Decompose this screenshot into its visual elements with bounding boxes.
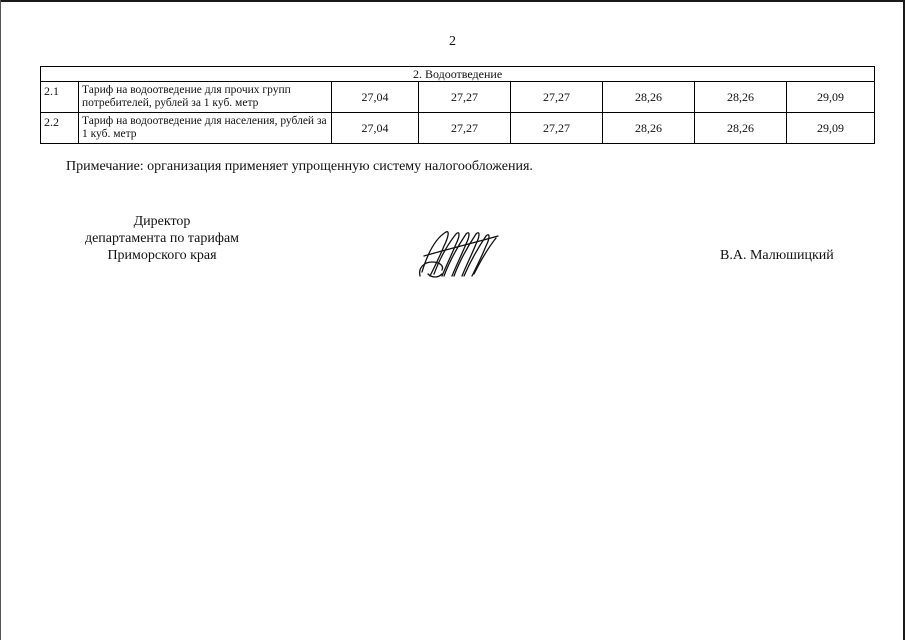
section-header-row xyxy=(41,67,875,82)
signer-name: В.А. Малюшицкий xyxy=(720,248,834,263)
tariff-value: 28,26 xyxy=(695,82,787,113)
page-number: 2 xyxy=(449,34,456,49)
tax-note: Примечание: организация применяет упрощенную систему налогообложения. xyxy=(66,159,533,174)
tariff-value: 27,27 xyxy=(419,113,511,144)
row-number: 2.1 xyxy=(41,82,79,113)
scan-edge-top xyxy=(0,0,905,2)
section-title: 2. Водоотведение xyxy=(41,67,875,82)
tariff-value: 27,04 xyxy=(332,113,419,144)
signatory-title-line: Приморского края xyxy=(107,248,217,263)
tariff-value: 27,04 xyxy=(332,82,419,113)
tariff-value: 27,27 xyxy=(419,82,511,113)
row-number: 2.2 xyxy=(41,113,79,144)
scan-edge-left xyxy=(0,0,1,640)
signatory-title-line: Директор xyxy=(133,214,191,229)
tariff-value: 27,27 xyxy=(511,113,603,144)
tariff-value: 28,26 xyxy=(603,82,695,113)
tariff-value: 28,26 xyxy=(695,113,787,144)
row-description: Тариф на водоотведение для населения, рублей за 1 куб. метр xyxy=(79,113,332,144)
row-description: Тариф на водоотведение для прочих групп потребителей, рублей за 1 куб. метр xyxy=(79,82,332,113)
table-row xyxy=(41,82,875,113)
tariff-value: 29,09 xyxy=(787,82,875,113)
signature-icon xyxy=(414,222,506,284)
tariff-table xyxy=(40,66,875,144)
tariff-value: 29,09 xyxy=(787,113,875,144)
tariff-value: 27,27 xyxy=(511,82,603,113)
tariff-value: 28,26 xyxy=(603,113,695,144)
signatory-title-line: департамента по тарифам xyxy=(84,231,240,246)
table-row xyxy=(41,113,875,144)
signatory-title xyxy=(52,213,272,264)
